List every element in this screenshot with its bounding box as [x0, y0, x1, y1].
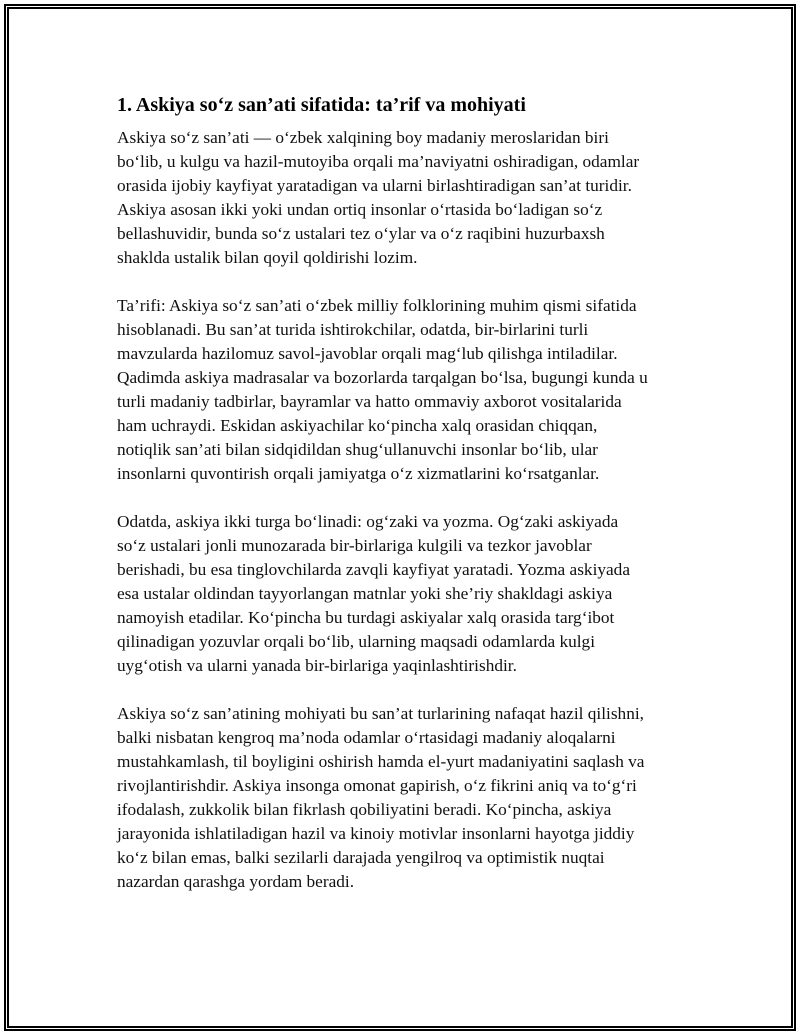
text-line: berishadi, bu esa tinglovchilarda zavqli kayfiyat yaratadi. Yozma askiyada	[117, 560, 630, 579]
text-line: notiqlik san’ati bilan sidqidildan shug‘ullanuvchi insonlar bo‘lib, ular	[117, 440, 598, 459]
text-line: turli madaniy tadbirlar, bayramlar va hatto ommaviy axborot vositalarida	[117, 392, 622, 411]
text-line: hisoblanadi. Bu san’at turida ishtirokchilar, odatda, bir-birlarini turli	[117, 320, 589, 339]
text-line: bo‘lib, u kulgu va hazil-mutoyiba orqali ma’naviyatni oshiradigan, odamlar	[117, 152, 640, 171]
paragraph-types	[117, 510, 697, 678]
text-line: insonlarni quvontirish orqali jamiyatga o‘z xizmatlarini ko‘rsatganlar.	[117, 464, 600, 483]
text-line: shaklda ustalik bilan qoyil qoldirishi lozim.	[117, 248, 418, 267]
text-line: rivojlantirishdir. Askiya insonga omonat gapirish, o‘z fikrini aniq va to‘g‘ri	[117, 776, 637, 795]
text-line: ham uchraydi. Eskidan askiyachilar ko‘pincha xalq orasidan chiqqan,	[117, 416, 598, 435]
text-line: Askiya asosan ikki yoki undan ortiq insonlar o‘rtasida bo‘ladigan so‘z	[117, 200, 603, 219]
text-line: so‘z ustalari jonli munozarada bir-birlariga kulgili va tezkor javoblar	[117, 536, 592, 555]
text-line: Odatda, askiya ikki turga bo‘linadi: og‘zaki va yozma. Og‘zaki askiyada	[117, 512, 619, 531]
paragraph-essence	[117, 702, 697, 894]
text-line: Askiya so‘z san’atining mohiyati bu san’at turlarining nafaqat hazil qilishni,	[117, 704, 644, 723]
text-line: esa ustalar oldindan tayyorlangan matnlar yoki she’riy shakldagi askiya	[117, 584, 613, 603]
text-line: namoyish etadilar. Ko‘pincha bu turdagi askiyalar xalq orasida targ‘ibot	[117, 608, 615, 627]
document-body	[117, 92, 697, 918]
text-line: jarayonida ishlatiladigan hazil va kinoiy motivlar insonlarni hayotga jiddiy	[117, 824, 635, 843]
text-line: qilinadigan yozuvlar orqali bo‘lib, ularning maqsadi odamlarda kulgi	[117, 632, 595, 651]
text-line: Askiya so‘z san’ati — o‘zbek xalqining boy madaniy meroslaridan biri	[117, 128, 609, 147]
text-line: orasida ijobiy kayfiyat yaratadigan va ularni birlashtiradigan san’at turidir.	[117, 176, 632, 195]
text-line: ko‘z bilan emas, balki sezilarli darajada yengilroq va optimistik nuqtai	[117, 848, 605, 867]
section-heading: 1. Askiya so‘z san’ati sifatida: ta’rif va mohiyati	[117, 94, 526, 116]
text-line: nazardan qarashga yordam beradi.	[117, 872, 355, 891]
text-line: balki nisbatan kengroq ma’noda odamlar o‘rtasidagi madaniy aloqalarni	[117, 728, 616, 747]
text-line: mavzularda hazilomuz savol-javoblar orqali mag‘lub qilishga intiladilar.	[117, 344, 618, 363]
text-line: Ta’rifi: Askiya so‘z san’ati o‘zbek milliy folklorining muhim qismi sifatida	[117, 296, 637, 315]
paragraph-intro	[117, 126, 697, 270]
text-line: ifodalash, zukkolik bilan fikrlash qobiliyatini beradi. Ko‘pincha, askiya	[117, 800, 612, 819]
text-line: mustahkamlash, til boyligini oshirish hamda el-yurt madaniyatini saqlash va	[117, 752, 645, 771]
text-line: uyg‘otish va ularni yanada bir-birlariga yaqinlashtirishdir.	[117, 656, 517, 675]
paragraph-definition	[117, 294, 697, 486]
text-line: bellashuvidir, bunda so‘z ustalari tez o‘ylar va o‘z raqibini huzurbaxsh	[117, 224, 605, 243]
text-line: Qadimda askiya madrasalar va bozorlarda tarqalgan bo‘lsa, bugungi kunda u	[117, 368, 648, 387]
